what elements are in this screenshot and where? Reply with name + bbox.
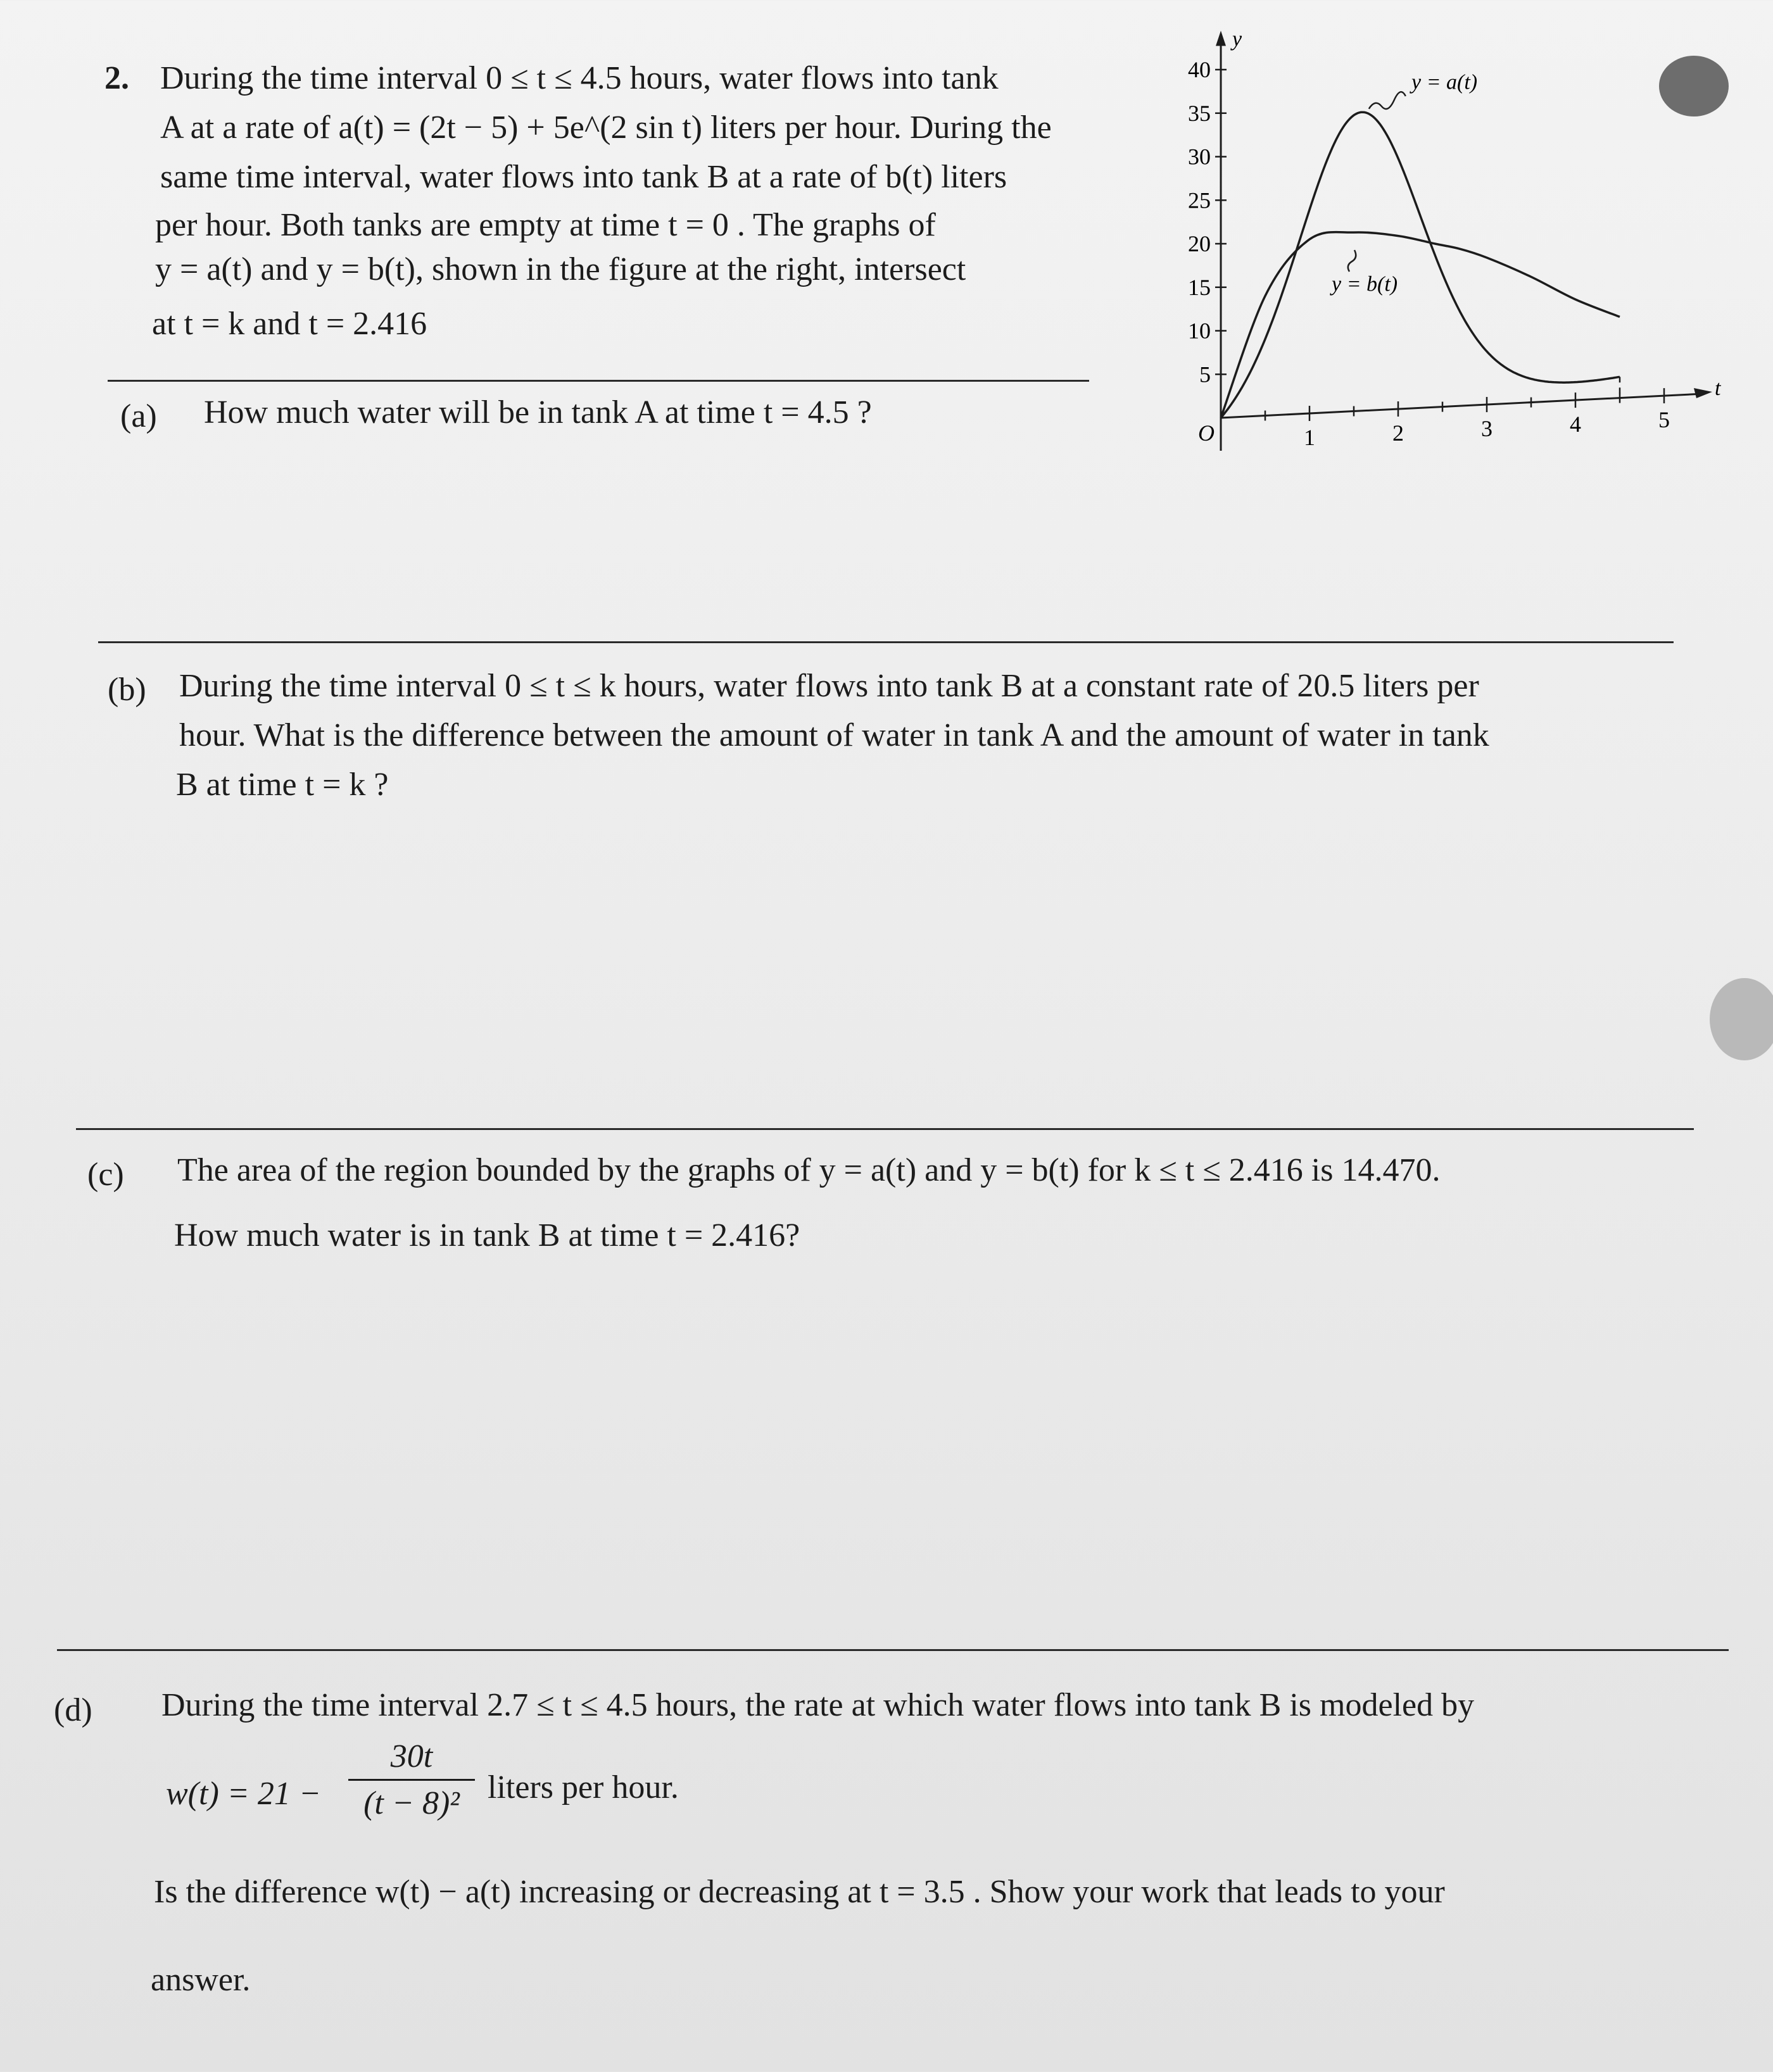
- curve-a: [1221, 112, 1620, 418]
- y-tick-label-40: 40: [1188, 57, 1211, 82]
- divider-d: [57, 1649, 1729, 1651]
- chart-layer: [1188, 28, 1722, 451]
- w-denominator: (t − 8)²: [363, 1785, 460, 1821]
- curve-b: [1221, 232, 1620, 418]
- w-numerator: 30t: [390, 1738, 433, 1774]
- stem-line-4: per hour. Both tanks are empty at time t = 0 . The graphs of: [155, 207, 936, 243]
- y-tick-label-30: 30: [1188, 144, 1211, 170]
- part-d-label: (d): [54, 1692, 92, 1728]
- part-d-line-3: Is the difference w(t) − a(t) increasing or decreasing at t = 3.5 . Show your work that leads to your: [154, 1874, 1445, 1910]
- part-d-line-1: During the time interval 2.7 ≤ t ≤ 4.5 hours, the rate at which water flows into tank B is modeled by: [161, 1687, 1475, 1723]
- x-tick-label-4: 4: [1570, 411, 1581, 437]
- part-b-line-2: hour. What is the difference between the amount of water in tank A and the amount of water in tank: [179, 717, 1489, 753]
- rate-graph: [1140, 0, 1773, 481]
- stem-line-6: at t = k and t = 2.416: [152, 306, 427, 342]
- stem-line-1: During the time interval 0 ≤ t ≤ 4.5 hours, water flows into tank: [160, 60, 999, 96]
- part-a-text: How much water will be in tank A at time t = 4.5 ?: [204, 394, 872, 430]
- x-tick-label-2: 2: [1392, 420, 1404, 446]
- w-formula-suffix: liters per hour.: [488, 1769, 679, 1805]
- origin-label: O: [1198, 420, 1215, 446]
- x-axis: [1221, 394, 1703, 418]
- part-c-label: (c): [87, 1157, 124, 1193]
- part-b-line-1: During the time interval 0 ≤ t ≤ k hours, water flows into tank B at a constant rate of 20.5 liters per: [179, 668, 1479, 704]
- divider-c: [76, 1128, 1694, 1130]
- divider-b: [98, 641, 1674, 643]
- curve-b-leader: [1348, 250, 1356, 272]
- stem-line-2: A at a rate of a(t) = (2t − 5) + 5e^(2 sin t) liters per hour. During the: [160, 110, 1052, 146]
- x-tick-label-5: 5: [1658, 407, 1670, 433]
- w-formula-prefix: w(t) = 21 −: [166, 1776, 321, 1812]
- y-tick-label-25: 25: [1188, 187, 1211, 213]
- stem-line-5: y = a(t) and y = b(t), shown in the figure at the right, intersect: [155, 251, 966, 287]
- curve-b-label: y = b(t): [1332, 272, 1398, 296]
- part-b-line-3: B at time t = k ?: [176, 767, 389, 803]
- y-tick-label-35: 35: [1188, 100, 1211, 126]
- x-tick-label-3: 3: [1481, 416, 1492, 442]
- w-fraction: [342, 1738, 481, 1822]
- curve-a-leader: [1369, 92, 1406, 109]
- curve-a-label: y = a(t): [1411, 70, 1478, 94]
- y-tick-label-5: 5: [1199, 361, 1211, 387]
- y-tick-label-15: 15: [1188, 274, 1211, 300]
- part-a-label: (a): [120, 398, 157, 434]
- x-axis-label: t: [1715, 377, 1721, 400]
- part-c-line-1: The area of the region bounded by the graphs of y = a(t) and y = b(t) for k ≤ t ≤ 2.416 is 14.470.: [177, 1152, 1441, 1188]
- problem-number: 2.: [104, 60, 129, 96]
- stem-line-3: same time interval, water flows into tank B at a rate of b(t) liters: [160, 159, 1007, 195]
- divider-a: [108, 380, 1089, 382]
- part-b-label: (b): [108, 672, 146, 708]
- part-d-line-4: answer.: [151, 1962, 251, 1998]
- y-axis-arrow: [1216, 31, 1226, 46]
- x-axis-arrow: [1694, 388, 1712, 398]
- x-tick-label-1: 1: [1304, 425, 1315, 451]
- y-tick-label-10: 10: [1188, 318, 1211, 344]
- punch-hole-middle: [1710, 978, 1773, 1060]
- y-tick-label-20: 20: [1188, 231, 1211, 256]
- fraction-bar: [348, 1779, 475, 1781]
- part-c-line-2: How much water is in tank B at time t = 2.416?: [174, 1217, 800, 1253]
- y-axis-label: y: [1232, 27, 1242, 51]
